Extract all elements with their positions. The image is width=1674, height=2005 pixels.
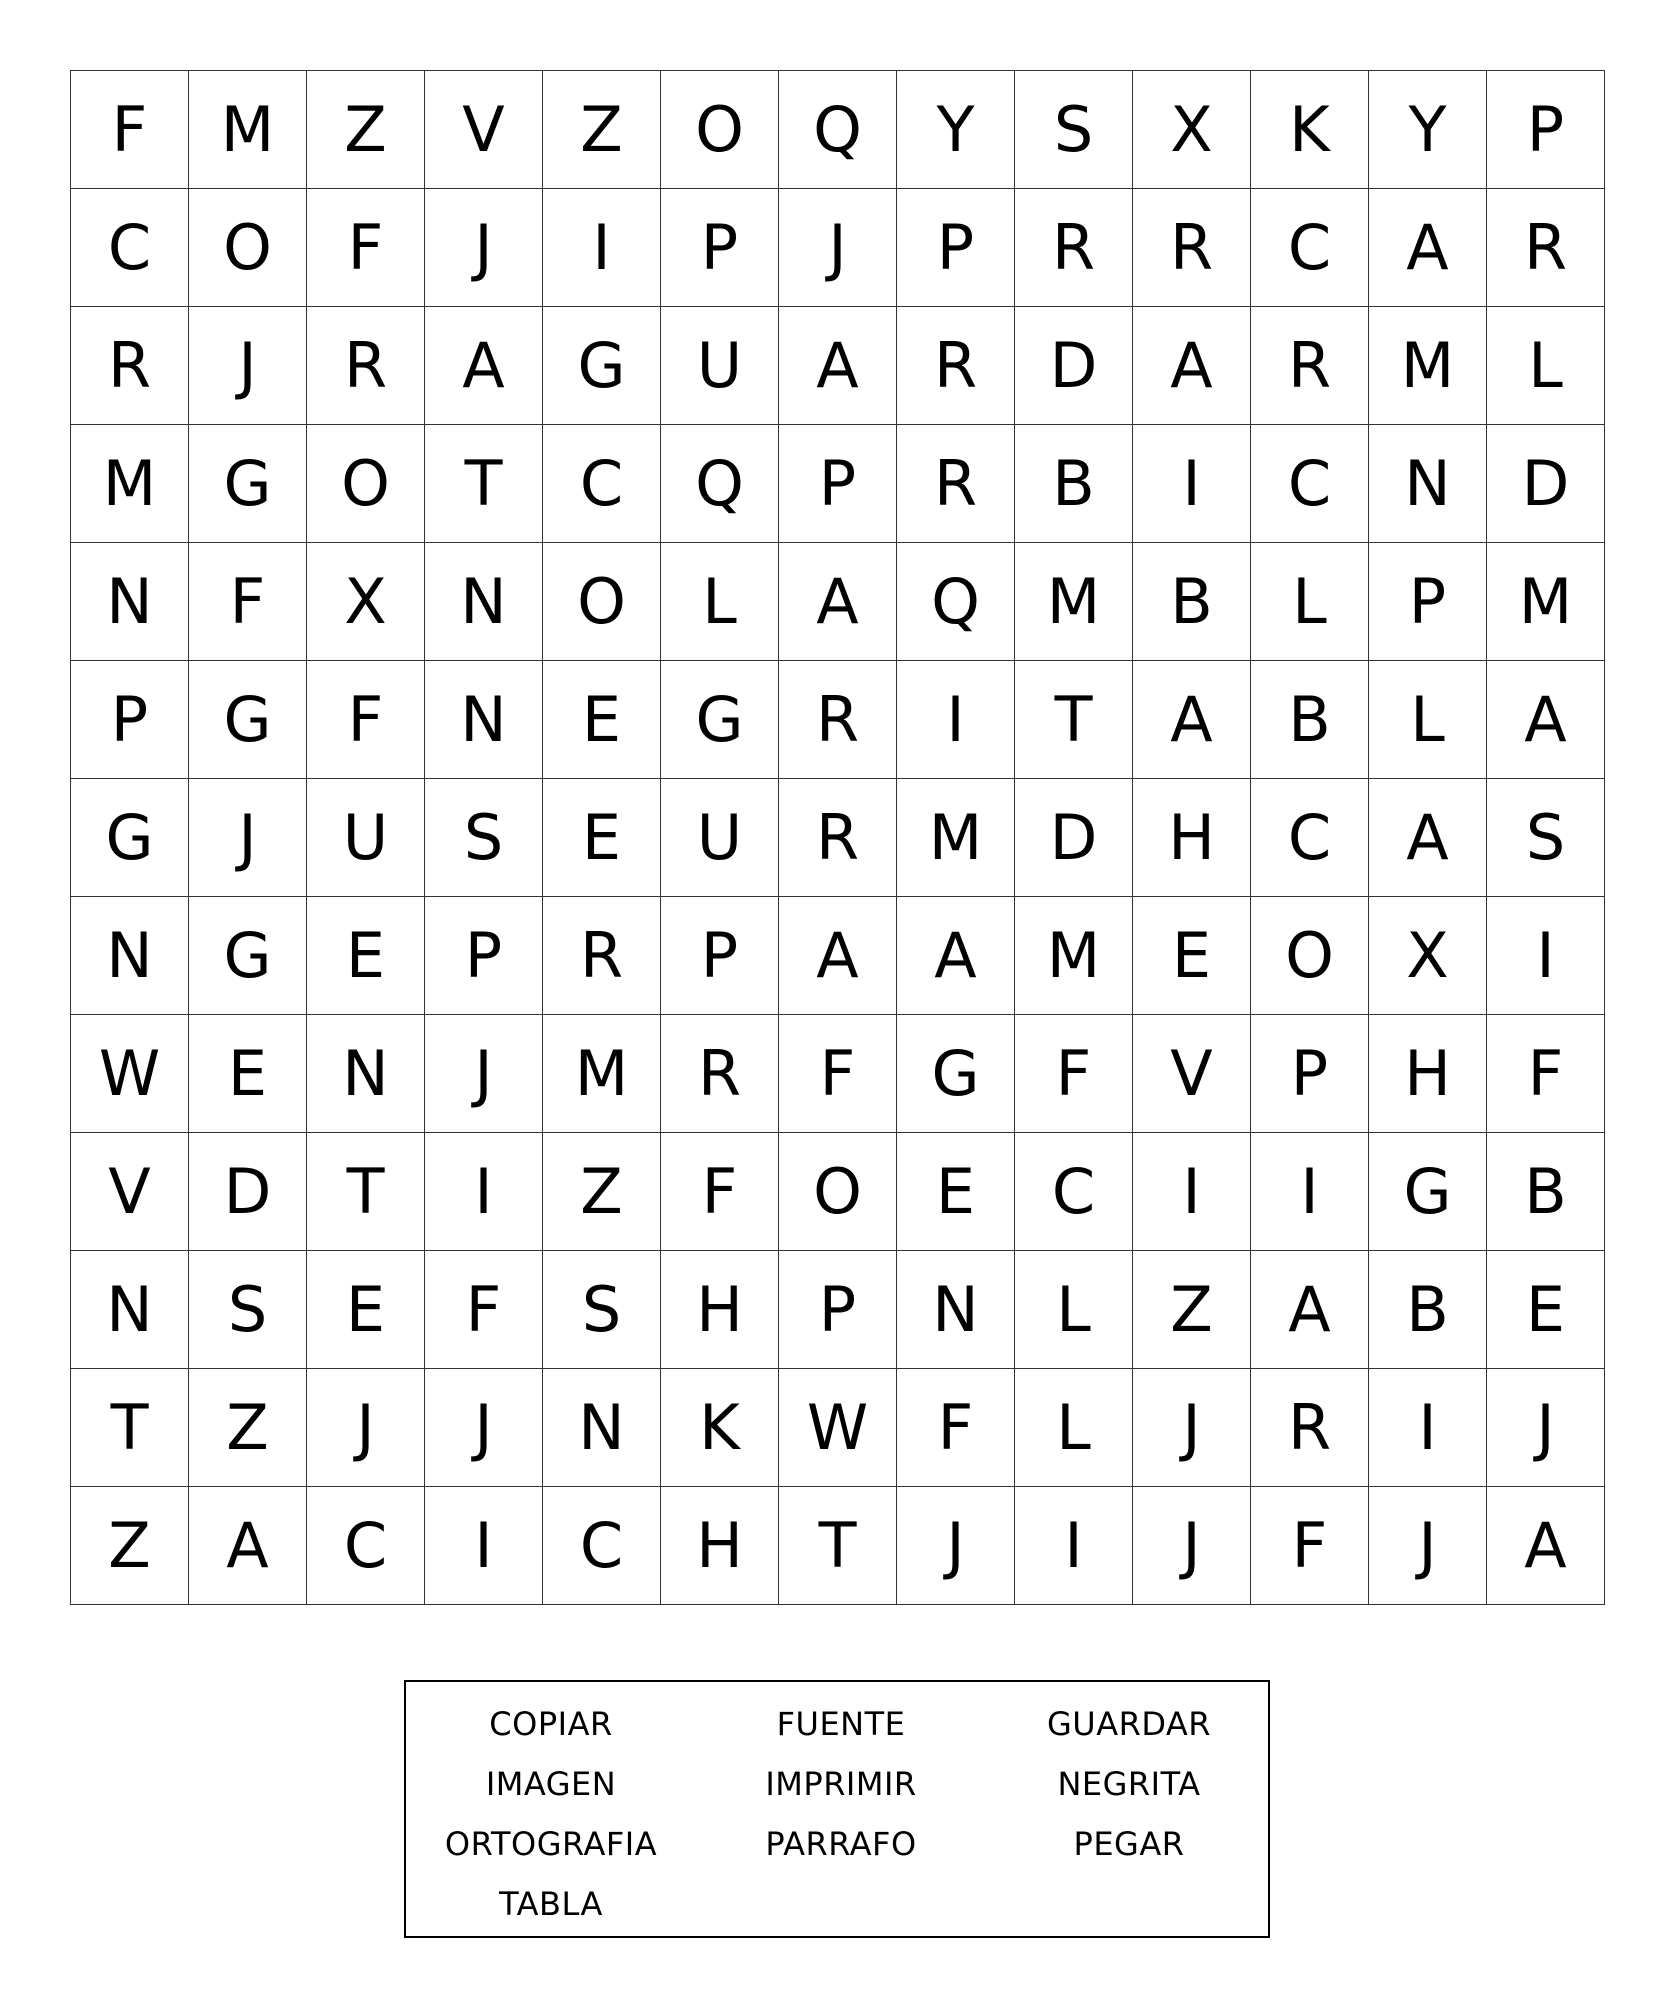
grid-cell[interactable]: H <box>661 1251 779 1369</box>
grid-cell[interactable]: X <box>1369 897 1487 1015</box>
word-list-item: FUENTE <box>776 1705 906 1743</box>
grid-cell[interactable]: V <box>1133 1015 1251 1133</box>
grid-cell[interactable]: F <box>661 1133 779 1251</box>
word-list-item: GUARDAR <box>1046 1705 1212 1743</box>
grid-cell[interactable]: P <box>661 189 779 307</box>
grid-cell[interactable]: A <box>1133 307 1251 425</box>
grid-cell[interactable]: A <box>1369 189 1487 307</box>
grid-cell[interactable]: C <box>543 1487 661 1605</box>
word-list-item: IMPRIMIR <box>765 1765 917 1803</box>
grid-cell[interactable]: M <box>71 425 189 543</box>
grid-cell[interactable]: N <box>425 543 543 661</box>
grid-cell[interactable]: C <box>1015 1133 1133 1251</box>
grid-cell[interactable]: I <box>1015 1487 1133 1605</box>
grid-cell[interactable]: G <box>189 425 307 543</box>
grid-cell[interactable]: R <box>1133 189 1251 307</box>
grid-cell[interactable]: A <box>1487 661 1605 779</box>
grid-cell[interactable]: R <box>897 425 1015 543</box>
grid-cell[interactable]: F <box>425 1251 543 1369</box>
grid-cell[interactable]: Z <box>543 71 661 189</box>
grid-cell[interactable]: A <box>189 1487 307 1605</box>
grid-cell[interactable]: Z <box>307 71 425 189</box>
grid-cell[interactable]: E <box>1133 897 1251 1015</box>
grid-cell[interactable]: N <box>71 1251 189 1369</box>
grid-cell[interactable]: W <box>779 1369 897 1487</box>
grid-cell[interactable]: T <box>71 1369 189 1487</box>
grid-cell[interactable]: U <box>661 779 779 897</box>
grid-cell[interactable]: G <box>71 779 189 897</box>
word-list-item: PEGAR <box>1073 1825 1185 1863</box>
grid-cell[interactable]: T <box>307 1133 425 1251</box>
grid-cell[interactable]: P <box>425 897 543 1015</box>
grid-cell[interactable]: Y <box>897 71 1015 189</box>
grid-cell[interactable]: R <box>1251 307 1369 425</box>
grid-cell[interactable]: F <box>307 661 425 779</box>
letter-grid <box>70 70 1605 1605</box>
grid-cell[interactable]: A <box>1133 661 1251 779</box>
grid-cell[interactable]: L <box>1369 661 1487 779</box>
grid-cell[interactable]: Q <box>897 543 1015 661</box>
grid-cell[interactable]: F <box>1015 1015 1133 1133</box>
grid-cell[interactable]: F <box>307 189 425 307</box>
grid-cell[interactable]: F <box>71 71 189 189</box>
grid-cell[interactable]: G <box>1369 1133 1487 1251</box>
grid-cell[interactable]: E <box>897 1133 1015 1251</box>
grid-cell[interactable]: P <box>1487 71 1605 189</box>
grid-cell[interactable]: B <box>1487 1133 1605 1251</box>
grid-cell[interactable]: A <box>897 897 1015 1015</box>
grid-cell[interactable]: R <box>779 661 897 779</box>
grid-cell[interactable]: D <box>1487 425 1605 543</box>
grid-cell[interactable]: L <box>1015 1369 1133 1487</box>
grid-cell[interactable]: K <box>661 1369 779 1487</box>
grid-cell[interactable]: N <box>307 1015 425 1133</box>
word-list-item: PARRAFO <box>765 1825 917 1863</box>
grid-cell[interactable]: E <box>1487 1251 1605 1369</box>
grid-cell[interactable]: P <box>897 189 1015 307</box>
grid-cell[interactable]: L <box>1015 1251 1133 1369</box>
grid-cell[interactable]: G <box>543 307 661 425</box>
grid-cell[interactable]: C <box>1251 425 1369 543</box>
grid-cell[interactable]: I <box>1487 897 1605 1015</box>
grid-cell[interactable]: N <box>71 543 189 661</box>
grid-cell[interactable]: M <box>1487 543 1605 661</box>
grid-cell[interactable]: U <box>307 779 425 897</box>
grid-cell[interactable]: T <box>779 1487 897 1605</box>
grid-cell[interactable]: Z <box>1133 1251 1251 1369</box>
grid-cell[interactable]: X <box>307 543 425 661</box>
grid-cell[interactable]: A <box>425 307 543 425</box>
grid-cell[interactable]: N <box>1369 425 1487 543</box>
grid-cell[interactable]: C <box>543 425 661 543</box>
grid-cell[interactable]: R <box>307 307 425 425</box>
grid-cell[interactable]: K <box>1251 71 1369 189</box>
grid-cell[interactable]: J <box>897 1487 1015 1605</box>
grid-cell[interactable]: T <box>425 425 543 543</box>
grid-cell[interactable]: J <box>1133 1369 1251 1487</box>
grid-cell[interactable]: G <box>661 661 779 779</box>
grid-cell[interactable]: P <box>71 661 189 779</box>
grid-cell[interactable]: D <box>1015 779 1133 897</box>
grid-cell[interactable]: M <box>543 1015 661 1133</box>
grid-cell[interactable]: S <box>543 1251 661 1369</box>
grid-cell[interactable]: P <box>779 425 897 543</box>
grid-cell[interactable]: I <box>425 1133 543 1251</box>
grid-cell[interactable]: H <box>1369 1015 1487 1133</box>
grid-cell[interactable]: I <box>1369 1369 1487 1487</box>
grid-cell[interactable]: B <box>1133 543 1251 661</box>
grid-cell[interactable]: I <box>543 189 661 307</box>
grid-cell[interactable]: O <box>779 1133 897 1251</box>
grid-cell[interactable]: R <box>897 307 1015 425</box>
grid-cell[interactable]: J <box>307 1369 425 1487</box>
grid-cell[interactable]: G <box>897 1015 1015 1133</box>
grid-cell[interactable]: S <box>1487 779 1605 897</box>
grid-cell[interactable]: E <box>307 897 425 1015</box>
grid-cell[interactable]: J <box>425 189 543 307</box>
grid-cell[interactable]: D <box>1015 307 1133 425</box>
grid-cell[interactable]: W <box>71 1015 189 1133</box>
grid-cell[interactable]: N <box>543 1369 661 1487</box>
grid-cell[interactable]: F <box>1251 1487 1369 1605</box>
grid-cell[interactable]: A <box>779 543 897 661</box>
grid-cell[interactable]: P <box>1369 543 1487 661</box>
grid-cell[interactable]: R <box>1015 189 1133 307</box>
grid-cell[interactable]: J <box>425 1015 543 1133</box>
grid-cell[interactable]: J <box>189 307 307 425</box>
grid-cell[interactable]: J <box>1133 1487 1251 1605</box>
grid-cell[interactable]: M <box>1015 543 1133 661</box>
grid-cell[interactable]: E <box>307 1251 425 1369</box>
grid-cell[interactable]: Z <box>71 1487 189 1605</box>
word-list-item: IMAGEN <box>485 1765 617 1803</box>
grid-cell[interactable]: V <box>425 71 543 189</box>
grid-cell[interactable]: R <box>1251 1369 1369 1487</box>
grid-cell[interactable]: U <box>661 307 779 425</box>
grid-cell[interactable]: Y <box>1369 71 1487 189</box>
grid-cell[interactable]: M <box>1015 897 1133 1015</box>
grid-cell[interactable]: V <box>71 1133 189 1251</box>
grid-cell[interactable]: J <box>189 779 307 897</box>
grid-cell[interactable]: O <box>307 425 425 543</box>
grid-cell[interactable]: O <box>1251 897 1369 1015</box>
grid-cell[interactable]: E <box>543 661 661 779</box>
grid-cell[interactable]: P <box>779 1251 897 1369</box>
grid-cell[interactable]: C <box>307 1487 425 1605</box>
grid-cell[interactable]: A <box>1369 779 1487 897</box>
grid-cell[interactable]: P <box>1251 1015 1369 1133</box>
grid-cell[interactable]: I <box>1133 425 1251 543</box>
grid-cell[interactable]: F <box>897 1369 1015 1487</box>
grid-cell[interactable]: E <box>543 779 661 897</box>
grid-cell[interactable]: S <box>189 1251 307 1369</box>
grid-cell[interactable]: H <box>1133 779 1251 897</box>
grid-cell[interactable]: H <box>661 1487 779 1605</box>
word-list-item: ORTOGRAFIA <box>444 1825 658 1863</box>
grid-cell[interactable]: G <box>189 661 307 779</box>
grid-cell[interactable]: Z <box>543 1133 661 1251</box>
grid-cell[interactable]: L <box>661 543 779 661</box>
grid-cell[interactable]: I <box>1133 1133 1251 1251</box>
grid-cell[interactable]: R <box>779 779 897 897</box>
grid-cell[interactable]: M <box>189 71 307 189</box>
grid-cell[interactable]: A <box>779 897 897 1015</box>
grid-cell[interactable]: C <box>71 189 189 307</box>
grid-cell[interactable]: I <box>425 1487 543 1605</box>
grid-cell[interactable]: N <box>71 897 189 1015</box>
grid-cell[interactable]: J <box>779 189 897 307</box>
grid-cell[interactable]: F <box>779 1015 897 1133</box>
grid-cell[interactable]: I <box>1251 1133 1369 1251</box>
grid-cell[interactable]: B <box>1015 425 1133 543</box>
grid-cell[interactable]: P <box>661 897 779 1015</box>
grid-cell[interactable]: B <box>1369 1251 1487 1369</box>
grid-cell[interactable]: I <box>897 661 1015 779</box>
word-list <box>404 1680 1270 1938</box>
grid-cell[interactable]: R <box>543 897 661 1015</box>
grid-cell[interactable]: R <box>1487 189 1605 307</box>
word-list-item: NEGRITA <box>1057 1765 1201 1803</box>
grid-cell[interactable]: F <box>1487 1015 1605 1133</box>
grid-cell[interactable]: Q <box>661 425 779 543</box>
word-list-item: TABLA <box>499 1885 603 1923</box>
grid-cell[interactable]: L <box>1251 543 1369 661</box>
grid-cell[interactable]: N <box>425 661 543 779</box>
grid-cell[interactable]: A <box>779 307 897 425</box>
grid-cell[interactable]: X <box>1133 71 1251 189</box>
grid-cell[interactable]: O <box>661 71 779 189</box>
grid-cell[interactable]: S <box>1015 71 1133 189</box>
grid-cell[interactable]: J <box>1487 1369 1605 1487</box>
grid-cell[interactable]: C <box>1251 189 1369 307</box>
grid-cell[interactable]: O <box>543 543 661 661</box>
grid-cell[interactable]: B <box>1251 661 1369 779</box>
grid-cell[interactable]: T <box>1015 661 1133 779</box>
grid-cell[interactable]: D <box>189 1133 307 1251</box>
grid-cell[interactable]: L <box>1487 307 1605 425</box>
grid-cell[interactable]: A <box>1487 1487 1605 1605</box>
grid-cell[interactable]: S <box>425 779 543 897</box>
grid-cell[interactable]: F <box>189 543 307 661</box>
grid-cell[interactable]: R <box>71 307 189 425</box>
word-list-item: COPIAR <box>489 1705 613 1743</box>
grid-cell[interactable]: C <box>1251 779 1369 897</box>
grid-cell[interactable]: Q <box>779 71 897 189</box>
grid-cell[interactable]: R <box>661 1015 779 1133</box>
grid-cell[interactable]: A <box>1251 1251 1369 1369</box>
grid-cell[interactable]: M <box>1369 307 1487 425</box>
grid-cell[interactable]: M <box>897 779 1015 897</box>
grid-cell[interactable]: O <box>189 189 307 307</box>
grid-cell[interactable]: Z <box>189 1369 307 1487</box>
grid-cell[interactable]: N <box>897 1251 1015 1369</box>
grid-cell[interactable]: E <box>189 1015 307 1133</box>
grid-cell[interactable]: G <box>189 897 307 1015</box>
grid-cell[interactable]: J <box>425 1369 543 1487</box>
grid-cell[interactable]: J <box>1369 1487 1487 1605</box>
